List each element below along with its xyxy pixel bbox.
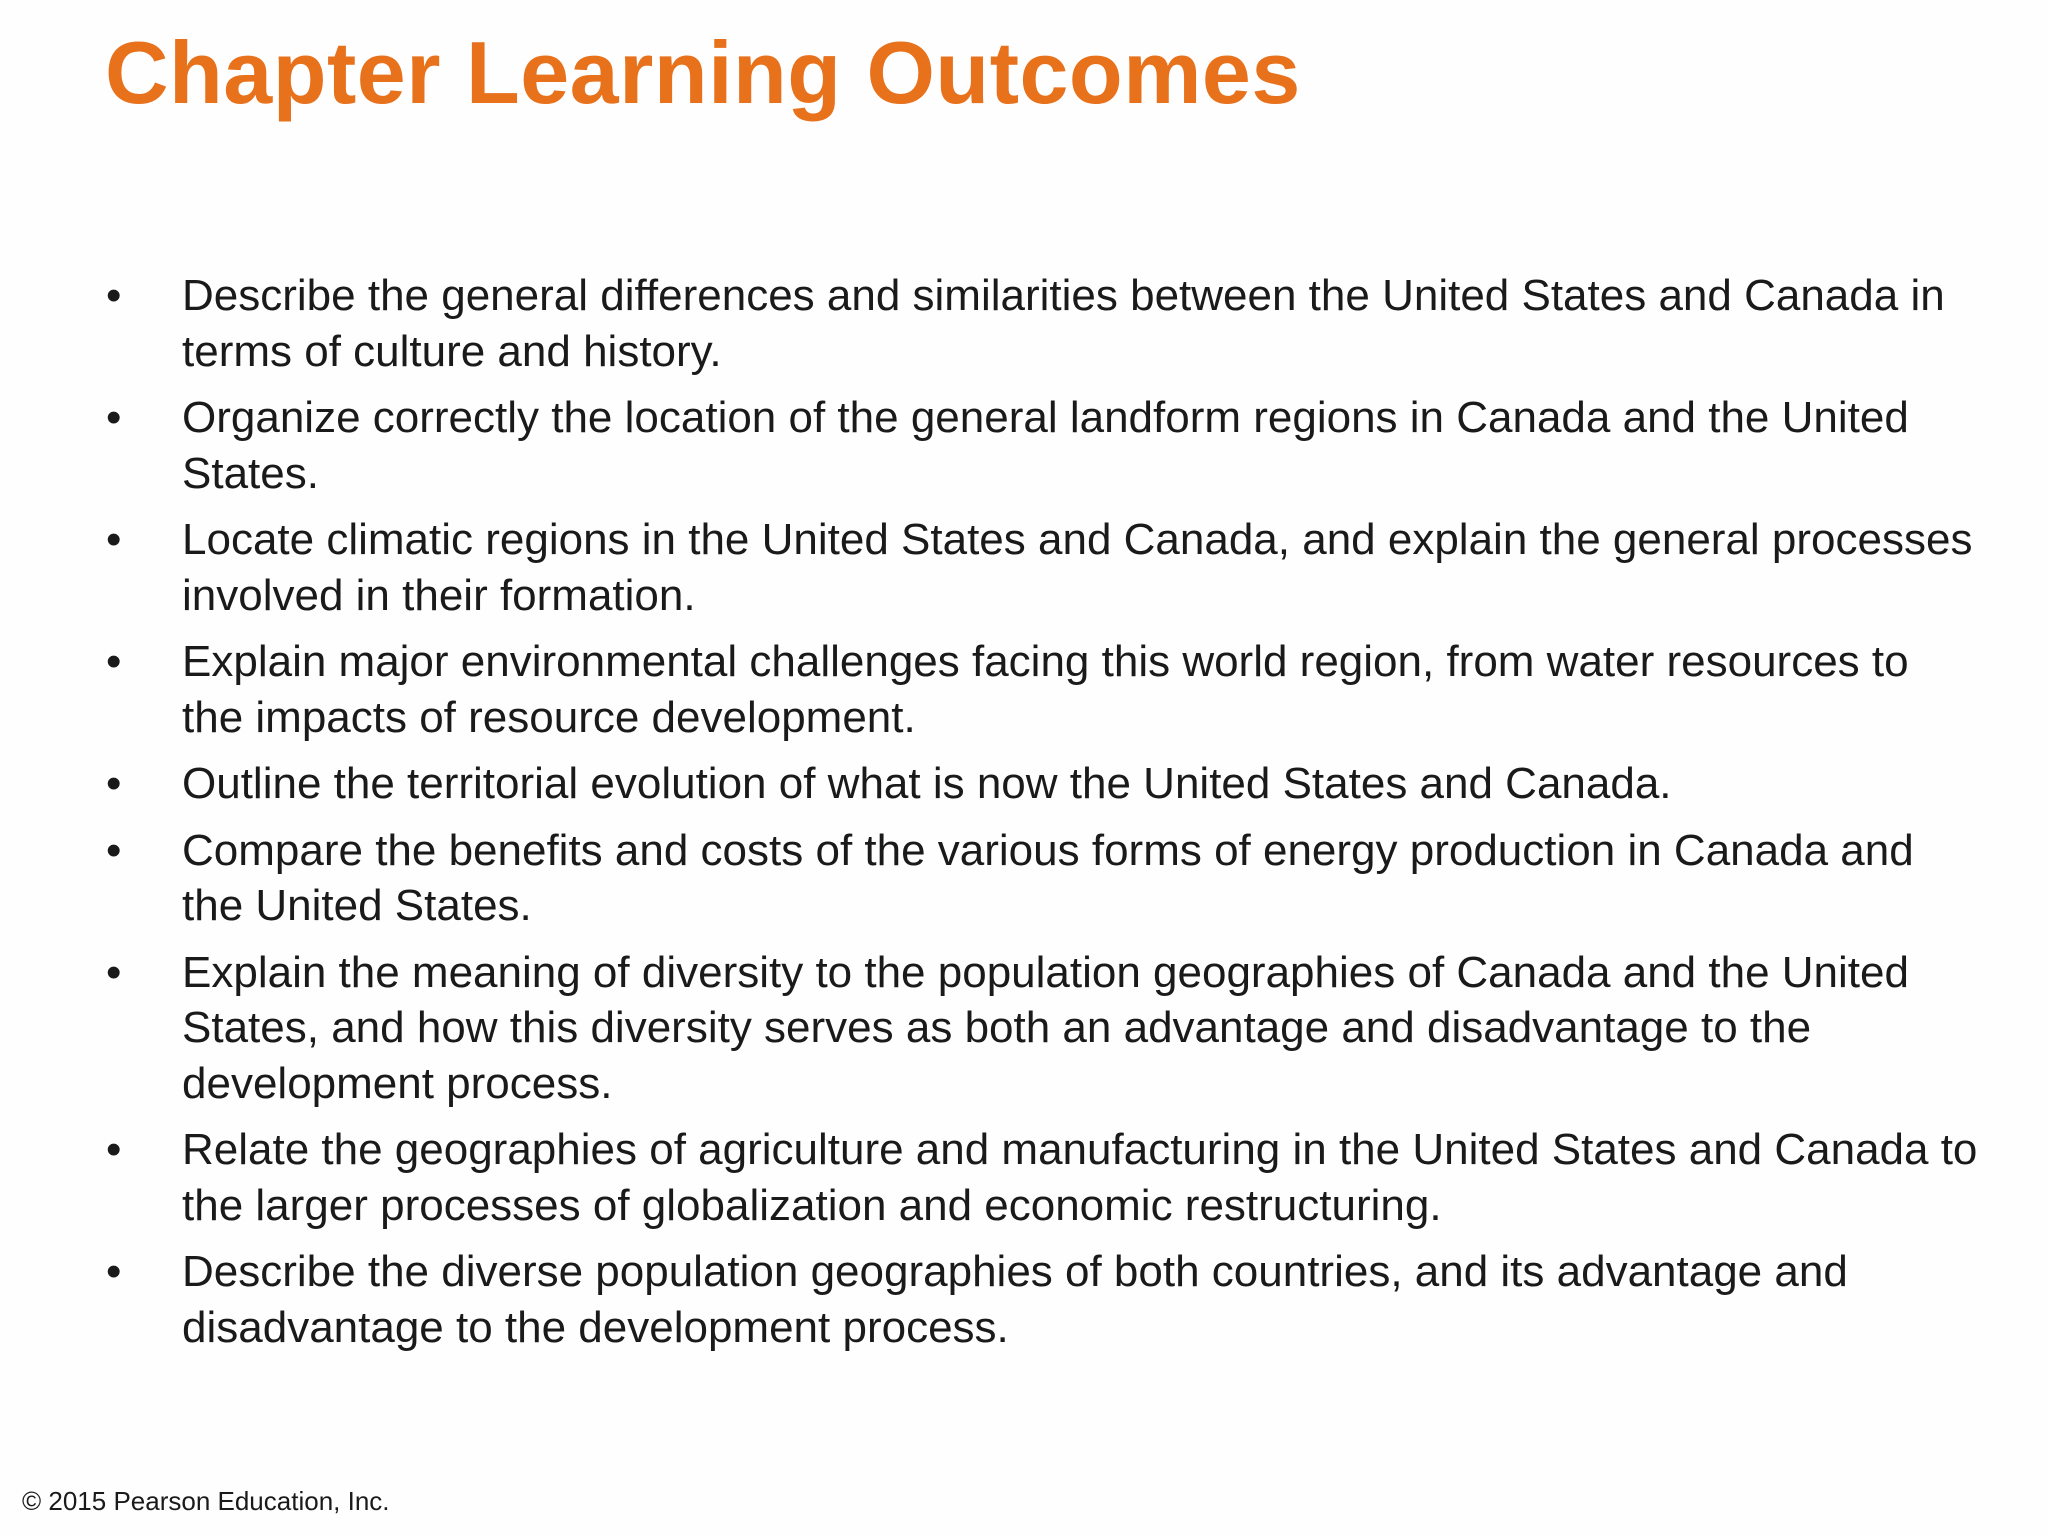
list-item — [100, 268, 1980, 379]
outcome-text: Locate climatic regions in the United States and Canada, and explain the general processes involved in their formation. — [182, 515, 1973, 620]
bullet-icon: • — [106, 1125, 122, 1174]
bullet-icon: • — [106, 393, 122, 442]
outcome-text: Describe the general differences and similarities between the United States and Canada in terms of culture and history. — [182, 271, 1945, 376]
bullet-icon: • — [106, 759, 122, 808]
bullet-icon: • — [106, 1247, 122, 1296]
bullet-icon: • — [106, 637, 122, 686]
list-item — [100, 1244, 1980, 1355]
list-item — [100, 823, 1980, 934]
bullet-icon: • — [106, 515, 122, 564]
list-item — [100, 945, 1980, 1112]
list-item — [100, 756, 1980, 812]
outcome-text: Outline the territorial evolution of what is now the United States and Canada. — [182, 759, 1672, 808]
outcome-text: Organize correctly the location of the general landform regions in Canada and the United States. — [182, 393, 1909, 498]
outcome-text: Explain major environmental challenges facing this world region, from water resources to the impacts of resource development. — [182, 637, 1909, 742]
bullet-icon: • — [106, 271, 122, 320]
bullet-icon: • — [106, 947, 122, 997]
list-item — [100, 512, 1980, 623]
outcome-text: Compare the benefits and costs of the various forms of energy production in Canada and the United States. — [182, 825, 1914, 930]
outcome-text: Relate the geographies of agriculture and manufacturing in the United States and Canada to the larger processes of globalization and economic restructuring. — [182, 1125, 1978, 1230]
outcome-text: Explain the meaning of diversity to the population geographies of Canada and the United States, and how this diversity serves as both an advantage and disadvantage to the development process. — [182, 947, 1909, 1108]
list-item — [100, 1122, 1980, 1233]
list-item — [100, 390, 1980, 501]
bullet-icon: • — [106, 825, 122, 875]
outcome-text: Describe the diverse population geographies of both countries, and its advantage and disadvantage to the development process. — [182, 1247, 1848, 1352]
list-item — [100, 634, 1980, 745]
slide-title: Chapter Learning Outcomes — [105, 23, 1301, 122]
copyright-footer: © 2015 Pearson Education, Inc. — [22, 1486, 390, 1516]
learning-outcomes-list — [100, 268, 1980, 1366]
